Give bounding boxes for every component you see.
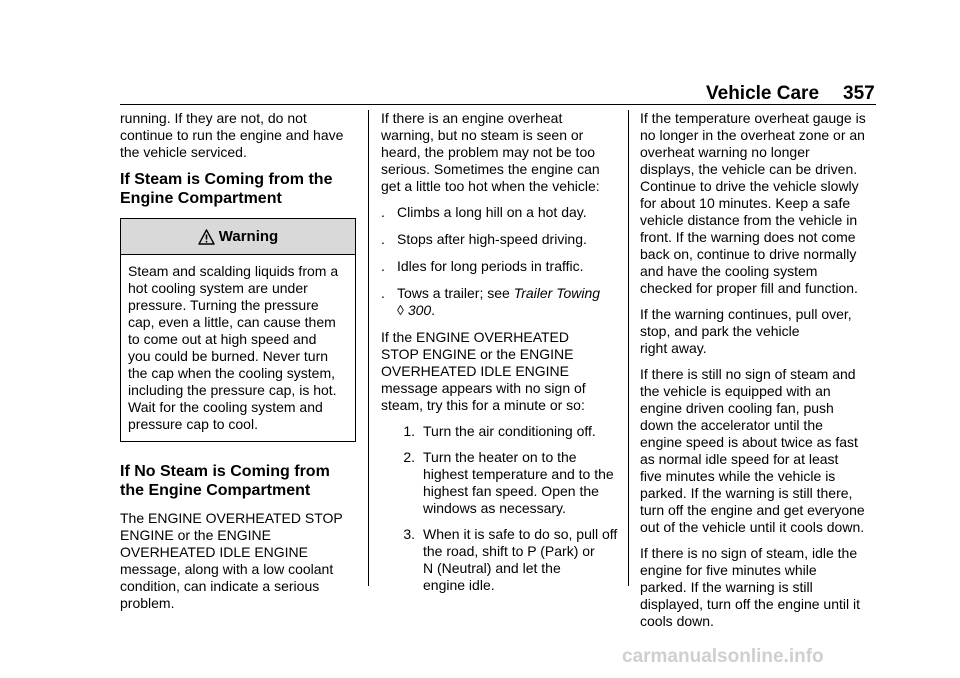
- column-2: [381, 110, 617, 603]
- list-item: . Idles for long periods in traffic.: [381, 258, 584, 274]
- warning-header: [121, 219, 355, 255]
- bullet-marker: .: [381, 285, 385, 301]
- low-coolant-paragraph: The ENGINE OVERHEATED STOP ENGINE or the ENGINE OVERHEATED IDLE ENGINE message, along with a low coolant condition, can indicate a serious problem.: [120, 510, 343, 611]
- list-item: . Climbs a long hill on a hot day.: [381, 204, 587, 220]
- page-reference[interactable]: 300: [407, 302, 432, 318]
- reference-icon: ◊: [397, 302, 404, 318]
- cooling-fan-paragraph: If there is still no sign of steam and the vehicle is equipped with an engine driven cooling fan, push down the accelerator until the engine speed is about twice as fast as normal idle speed for at least five minutes while the vehicle is parked. If the warning is still there, turn off the engine and get everyone out of the vehicle until it cools down.: [640, 366, 865, 535]
- bullet-marker: .: [381, 204, 385, 220]
- warning-title: Warning: [218, 228, 279, 245]
- no-steam-idle-paragraph: If there is no sign of steam, idle the engine for five minutes while parked. If the warning is still displayed, turn off the engine until it cools down.: [640, 545, 861, 629]
- section-title: Vehicle Care: [706, 83, 820, 104]
- warning-box: [120, 218, 356, 442]
- page-number: 357: [843, 83, 875, 104]
- gauge-paragraph: If the temperature overheat gauge is no longer in the overheat zone or an overheat warning no longer displays, the vehicle can be driven. Continue to drive the vehicle slowly for about 10 minutes. Keep a safe vehicle distance from the vehicle in front. If the warning does not come back on, continue to drive normally and have the cooling system checked for proper fill and function.: [640, 110, 866, 296]
- column-3: [640, 110, 878, 639]
- list-item: . Tows a trailer; see Trailer Towing ◊ 300.: [381, 285, 601, 318]
- heading-no-steam: If No Steam is Coming from the Engine Compartment: [120, 463, 330, 499]
- intro-paragraph: running. If they are not, do not continue to run the engine and have the vehicle serviced.: [120, 110, 344, 160]
- step-item: 3. When it is safe to do so, pull off the road, shift to P (Park) or N (Neutral) and let the engine idle.: [403, 526, 618, 593]
- message-paragraph: If the ENGINE OVERHEATED STOP ENGINE or the ENGINE OVERHEATED IDLE ENGINE message appears with no sign of steam, try this for a minute or so:: [381, 329, 586, 413]
- bullet-marker: .: [381, 231, 385, 247]
- step-item: 2. Turn the heater on to the highest temperature and to the highest fan speed. Open the windows as necessary.: [403, 449, 614, 516]
- warning-continues-paragraph: If the warning continues, pull over, stop, and park the vehicle right away.: [640, 306, 852, 356]
- column-divider-1: [368, 110, 369, 586]
- watermark: carmanualsonline.info: [622, 646, 824, 667]
- step-item: 1. Turn the air conditioning off.: [403, 423, 596, 439]
- header-divider: [120, 104, 876, 105]
- warning-text: Steam and scalding liquids from a hot cooling system are under pressure. Turning the pressure cap, even a little, can cause them to come out at high speed and you could be burned. Never turn the cap when the cooling system, including the pressure cap, is hot. Wait for the cooling system and pressure cap to cool.: [128, 263, 339, 432]
- overheat-warning-paragraph: If there is an engine overheat warning, but no steam is seen or heard, the problem may not be too serious. Sometimes the engine can get a little too hot when the vehicle:: [381, 110, 600, 194]
- trailer-towing-link[interactable]: Trailer Towing: [513, 285, 601, 301]
- bullet-marker: .: [381, 258, 385, 274]
- warning-triangle-icon: [198, 229, 215, 245]
- column-1: [120, 110, 356, 621]
- heading-steam-coming: If Steam is Coming from the Engine Compartment: [120, 171, 333, 207]
- list-item: . Stops after high-speed driving.: [381, 231, 587, 247]
- column-divider-2: [628, 110, 629, 586]
